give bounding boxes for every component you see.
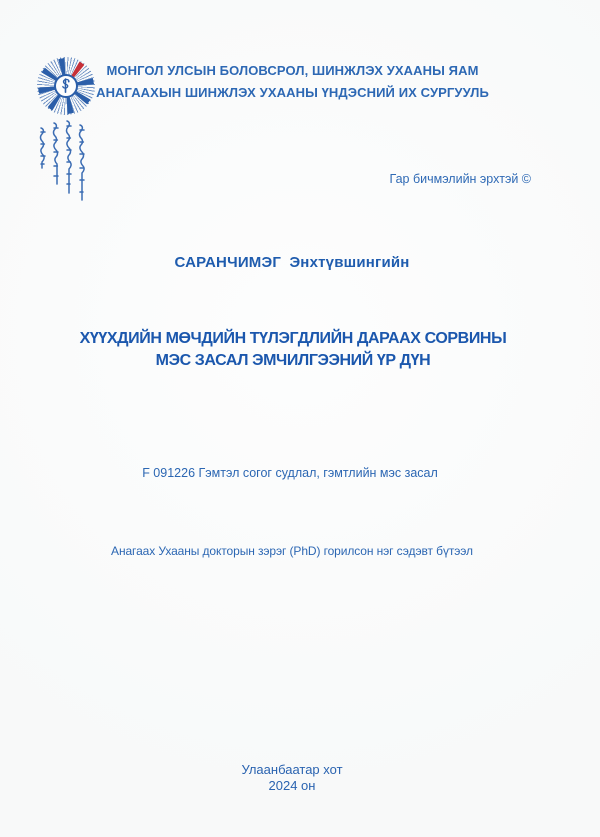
institution-header [60,60,525,104]
specialty-code: F 091226 Гэмтэл согог судлал, гэмтлийн мэс засал [142,466,438,480]
ministry-name: МОНГОЛ УЛСЫН БОЛОВСРОЛ, ШИНЖЛЭХ УХААНЫ ЯАМ [106,63,479,78]
title-line-2: МЭС ЗАСАЛ ЭМЧИЛГЭЭНИЙ ҮР ДҮН [155,352,431,369]
author-name: САРАНЧИМЭГ Энхтүвшингийн [174,254,410,271]
dissertation-title [0,328,586,372]
university-name: АНАГААХЫН ШИНЖЛЭХ УХААНЫ ҮНДЭСНИЙ ИХ СУРГУУЛЬ [96,85,489,100]
title-line-1: ХҮҮХДИЙН МӨЧДИЙН ТҮЛЭГДЛИЙН ДАРААХ СОРВИНЫ [79,330,507,347]
manuscript-rights-note: Гар бичмэлийн эрхтэй © [389,172,531,186]
traditional-mongolian-script [36,116,88,206]
imprint [0,762,584,794]
imprint-city: Улаанбаатар хот [241,762,343,777]
degree-statement: Анагаах Ухааны докторын зэрэг (PhD) горилсон нэг сэдэвт бүтээл [111,544,473,558]
imprint-year: 2024 он [268,778,316,793]
